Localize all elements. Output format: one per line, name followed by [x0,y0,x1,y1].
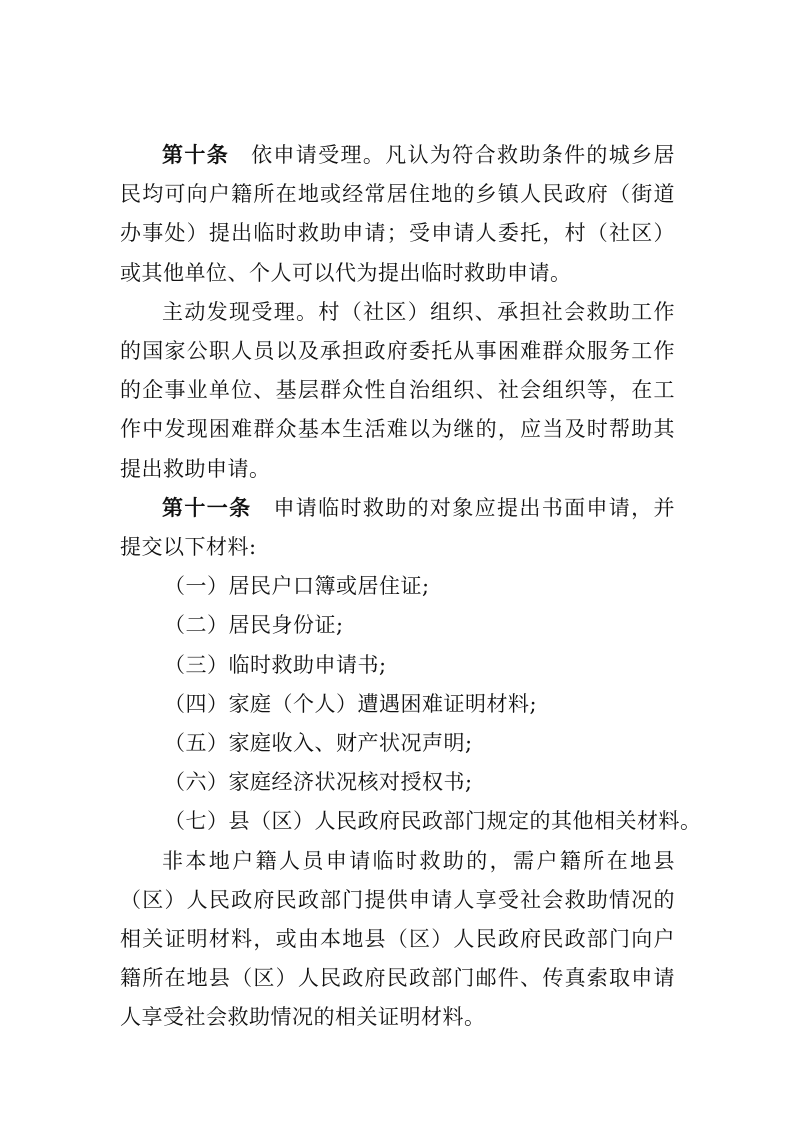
article-10-heading: 第十条 [162,143,230,167]
article-11-text: 申请临时救助的对象应提出书面申请，并提交以下材料: [120,495,676,560]
material-item-2: （二）居民身份证; [164,613,344,638]
article-11-paragraph-last: 非本地户籍人员申请临时救助的，需户籍所在地县（区）人民政府民政部门提供申请人享受社会救助情况的相关证明材料，或由本地县（区）人民政府民政部门向户籍所在地县（区）人民政府民政部门邮件、传真索取申请人享受社会救助情况的相关证明材料。 [120,848,675,1030]
material-item-3: （三）临时救助申请书; [164,652,387,677]
material-item-7: （七）县（区）人民政府民政部门规定的其他相关材料。 [164,809,702,834]
material-item-1: （一）居民户口簿或居住证; [164,574,430,599]
document-body [120,136,702,1038]
material-item-6: （六）家庭经济状况核对授权书; [164,770,473,795]
material-item-5: （五）家庭收入、财产状况声明; [164,731,473,756]
material-item-4: （四）家庭（个人）遭遇困难证明材料; [164,691,538,716]
article-10-text: 依申请受理。凡认为符合救助条件的城乡居民均可向户籍所在地或经常居住地的乡镇人民政府（街道办事处）提出临时救助申请；受申请人委托，村（社区）或其他单位、个人可以代为提出临时救助申请。 [120,143,676,285]
article-10-paragraph-2: 主动发现受理。村（社区）组织、承担社会救助工作的国家公职人员以及承担政府委托从事困难群众服务工作的企事业单位、基层群众性自治组织、社会组织等，在工作中发现困难群众基本生活难以为继的，应当及时帮助其提出救助申请。 [120,299,675,481]
article-11-heading: 第十一条 [162,495,252,520]
article-11-paragraph [120,489,675,567]
article-10-paragraph [120,136,675,293]
